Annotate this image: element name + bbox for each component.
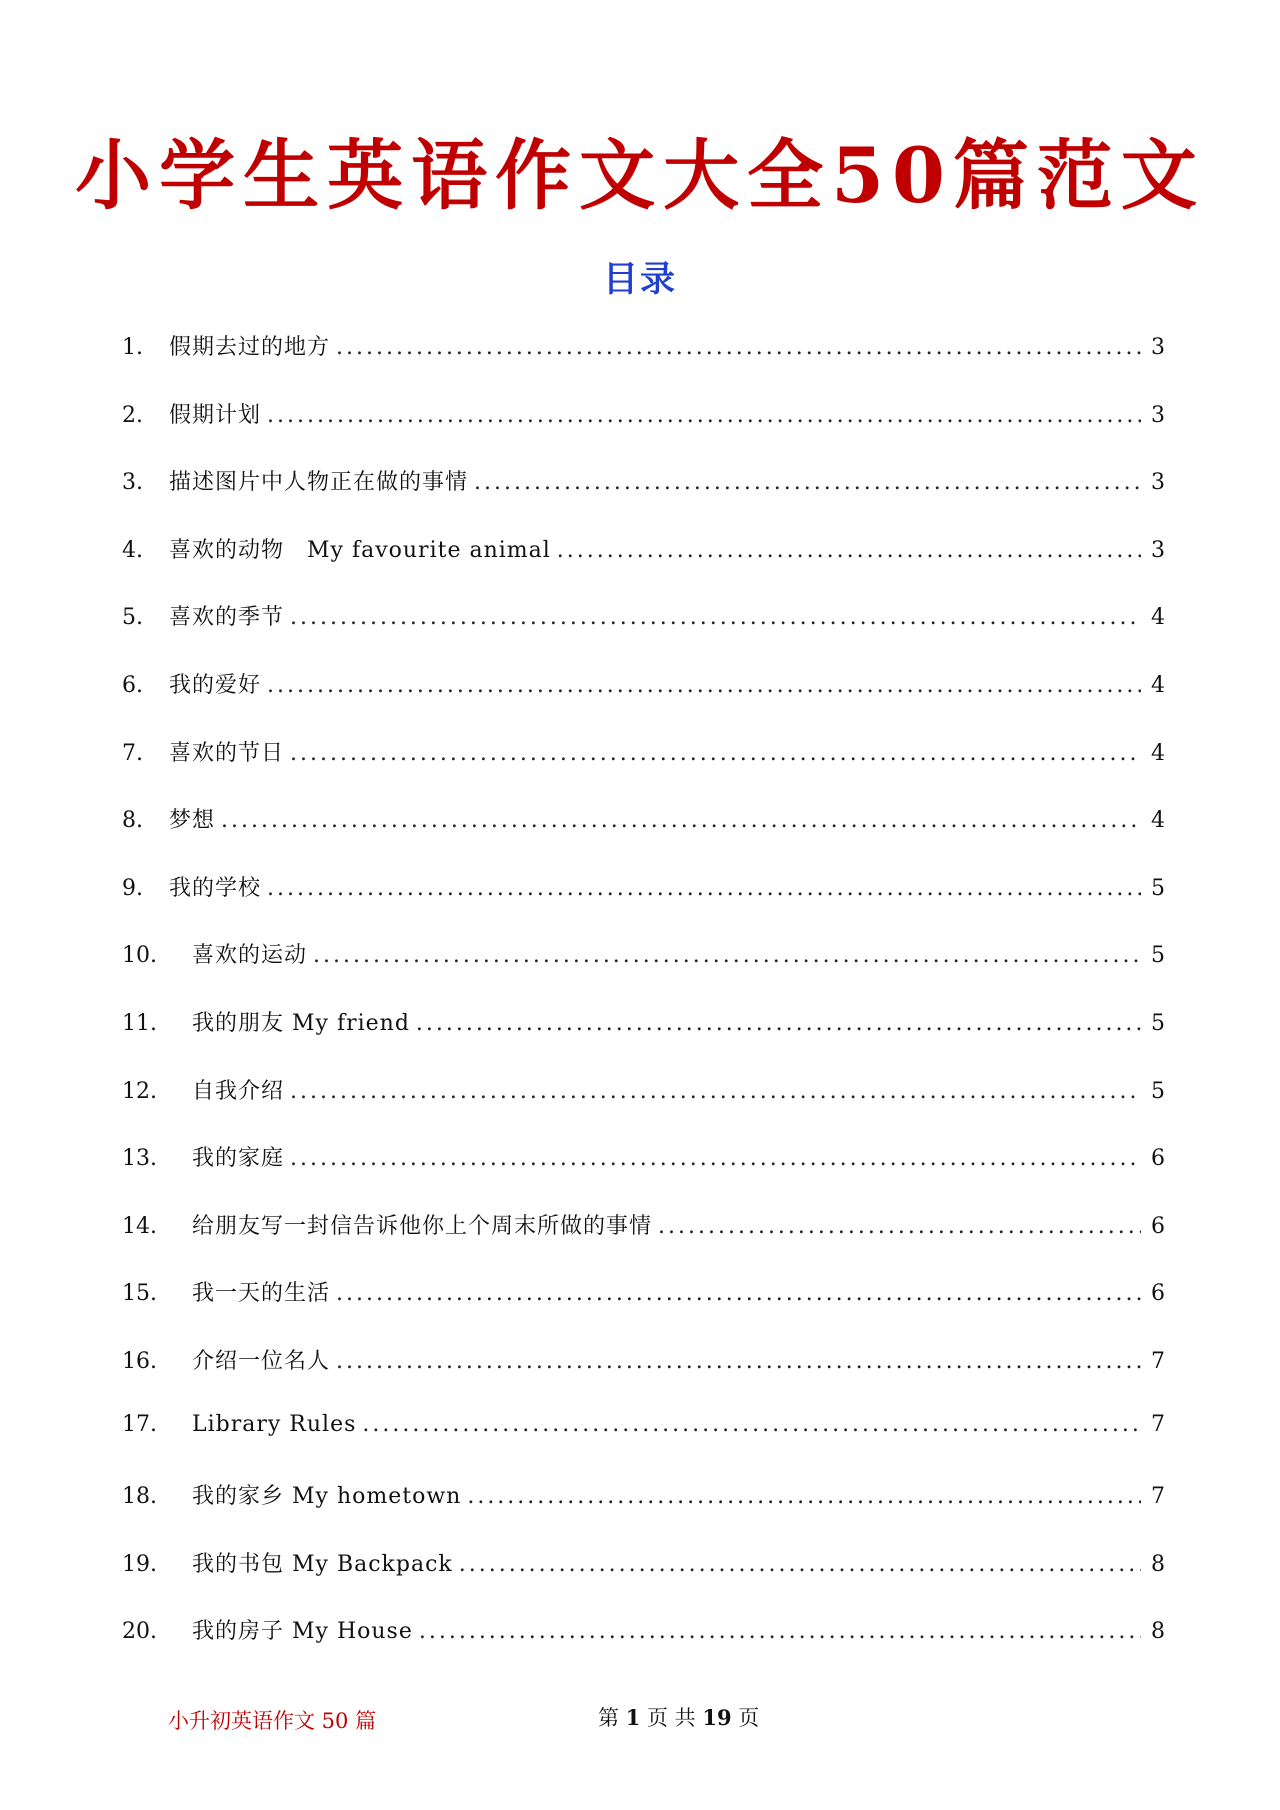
toc-entry-number: 3. [122, 470, 143, 496]
toc-entry-title: 喜欢的季节 [169, 605, 285, 631]
document-title: 小学生英语作文大全50篇范文 [75, 131, 1205, 220]
toc-entry[interactable] [122, 1614, 1165, 1682]
toc-dot-leader [416, 1011, 1141, 1036]
toc-entry-page: 6 [1151, 1213, 1165, 1239]
toc-dot-leader [290, 605, 1141, 630]
toc-entry[interactable] [122, 668, 1165, 736]
toc-entry-page: 5 [1151, 943, 1165, 969]
toc-dot-leader [267, 876, 1141, 901]
toc-entry-number: 14. [122, 1213, 157, 1239]
toc-entry-page: 4 [1151, 605, 1165, 631]
toc-dot-leader [658, 1214, 1141, 1239]
toc-entry-page: 6 [1151, 1146, 1165, 1172]
toc-entry[interactable] [122, 938, 1165, 1006]
toc-entry-number: 7. [122, 740, 143, 766]
toc-entry-number: 13. [122, 1146, 157, 1172]
toc-dot-leader [467, 1484, 1141, 1509]
toc-entry[interactable] [122, 1141, 1165, 1209]
toc-entry-title: 介绍一位名人 [192, 1348, 331, 1374]
toc-entry[interactable] [122, 1209, 1165, 1277]
footer-page-current: 1 [625, 1705, 641, 1730]
toc-entry-title: 我的朋友 My friend [192, 1010, 410, 1036]
toc-entry-page: 4 [1151, 808, 1165, 834]
toc-dot-leader [474, 470, 1141, 495]
toc-entry[interactable] [122, 1479, 1165, 1547]
toc-entry-page: 7 [1151, 1411, 1165, 1437]
toc-entry[interactable] [122, 803, 1165, 871]
toc-entry-number: 8. [122, 808, 143, 834]
toc-entry[interactable] [122, 533, 1165, 601]
toc-dot-leader [290, 1079, 1141, 1104]
toc-entry[interactable] [122, 871, 1165, 939]
toc-entry-title: 假期计划 [169, 402, 262, 428]
toc-entry-page: 7 [1151, 1484, 1165, 1510]
toc-dot-leader [557, 538, 1141, 563]
toc-entry-page: 3 [1151, 335, 1165, 360]
toc-entry[interactable] [122, 1412, 1165, 1480]
toc-dot-leader [313, 943, 1141, 968]
toc-entry-number: 9. [122, 875, 143, 901]
toc-entry-number: 12. [122, 1078, 157, 1104]
toc-entry-number: 1. [122, 335, 143, 360]
toc-entry-title: 喜欢的节日 [169, 740, 285, 766]
toc-entry-title: 喜欢的动物 My favourite animal [169, 537, 551, 563]
toc-dot-leader [221, 808, 1141, 833]
toc-entry[interactable] [122, 736, 1165, 804]
toc-entry-number: 20. [122, 1619, 157, 1645]
footer-page-middle: 页 共 [647, 1706, 696, 1730]
toc-dot-leader [290, 741, 1141, 766]
toc-entry-number: 15. [122, 1281, 157, 1307]
toc-entry[interactable] [122, 398, 1165, 466]
toc-entry-title: 给朋友写一封信告诉他你上个周末所做的事情 [192, 1213, 653, 1239]
toc-entry[interactable] [122, 1344, 1165, 1412]
toc-entry-title: 我的房子 My House [192, 1619, 413, 1645]
toc-entry-title: 我的家庭 [192, 1146, 285, 1172]
toc-entry-page: 5 [1151, 1078, 1165, 1104]
toc-dot-leader [459, 1552, 1141, 1577]
footer-page-number [598, 1707, 759, 1729]
toc-entry-title: Library Rules [192, 1411, 357, 1437]
toc-heading: 目录 [602, 260, 677, 300]
toc-dot-leader [419, 1619, 1141, 1644]
toc-entry[interactable] [122, 1006, 1165, 1074]
toc-entry-page: 8 [1151, 1551, 1165, 1577]
toc-entry-page: 5 [1151, 1010, 1165, 1036]
toc-entry-title: 我的爱好 [169, 672, 262, 698]
toc-entry-title: 梦想 [169, 808, 216, 834]
toc-entry-number: 19. [122, 1551, 157, 1577]
toc-entry-number: 2. [122, 402, 143, 428]
toc-entry-number: 17. [122, 1411, 157, 1437]
toc-entry-page: 5 [1151, 875, 1165, 901]
toc-dot-leader [362, 1412, 1141, 1437]
toc-dot-leader [336, 335, 1141, 360]
footer-page-suffix: 页 [738, 1706, 760, 1730]
toc-entry-number: 10. [122, 943, 157, 969]
toc-dot-leader [336, 1349, 1141, 1374]
toc-entry-number: 18. [122, 1484, 157, 1510]
toc-entry-number: 11. [122, 1010, 157, 1036]
toc-entry[interactable] [122, 1074, 1165, 1142]
toc-entry-title: 我的家乡 My hometown [192, 1484, 462, 1510]
toc-entry[interactable] [122, 465, 1165, 533]
table-of-contents [122, 330, 1165, 1682]
toc-entry-page: 7 [1151, 1348, 1165, 1374]
toc-entry-page: 4 [1151, 672, 1165, 698]
toc-dot-leader [290, 1146, 1141, 1171]
toc-entry-page: 8 [1151, 1619, 1165, 1645]
toc-entry-number: 16. [122, 1348, 157, 1374]
footer-document-name: 小升初英语作文 50 篇 [168, 1709, 377, 1733]
toc-entry-number: 4. [122, 537, 143, 563]
footer-page-prefix: 第 [598, 1706, 619, 1730]
toc-entry-title: 我的书包 My Backpack [192, 1551, 453, 1577]
toc-entry-page: 4 [1151, 740, 1165, 766]
toc-entry-page: 3 [1151, 537, 1165, 563]
toc-entry-title: 假期去过的地方 [169, 335, 331, 360]
footer-page-total: 19 [702, 1705, 732, 1730]
toc-entry[interactable] [122, 1276, 1165, 1344]
toc-entry-page: 3 [1151, 470, 1165, 496]
toc-dot-leader [267, 403, 1141, 428]
toc-entry-title: 描述图片中人物正在做的事情 [169, 470, 469, 496]
toc-dot-leader [336, 1281, 1141, 1306]
toc-entry-number: 6. [122, 672, 143, 698]
toc-entry-title: 喜欢的运动 [192, 943, 308, 969]
toc-entry[interactable] [122, 1547, 1165, 1615]
toc-dot-leader [267, 673, 1141, 698]
toc-entry-title: 我一天的生活 [192, 1281, 331, 1307]
toc-entry[interactable] [122, 330, 1165, 398]
toc-entry[interactable] [122, 600, 1165, 668]
toc-entry-title: 我的学校 [169, 875, 262, 901]
toc-entry-title: 自我介绍 [192, 1078, 285, 1104]
toc-entry-page: 3 [1151, 402, 1165, 428]
toc-entry-page: 6 [1151, 1281, 1165, 1307]
toc-entry-number: 5. [122, 605, 143, 631]
